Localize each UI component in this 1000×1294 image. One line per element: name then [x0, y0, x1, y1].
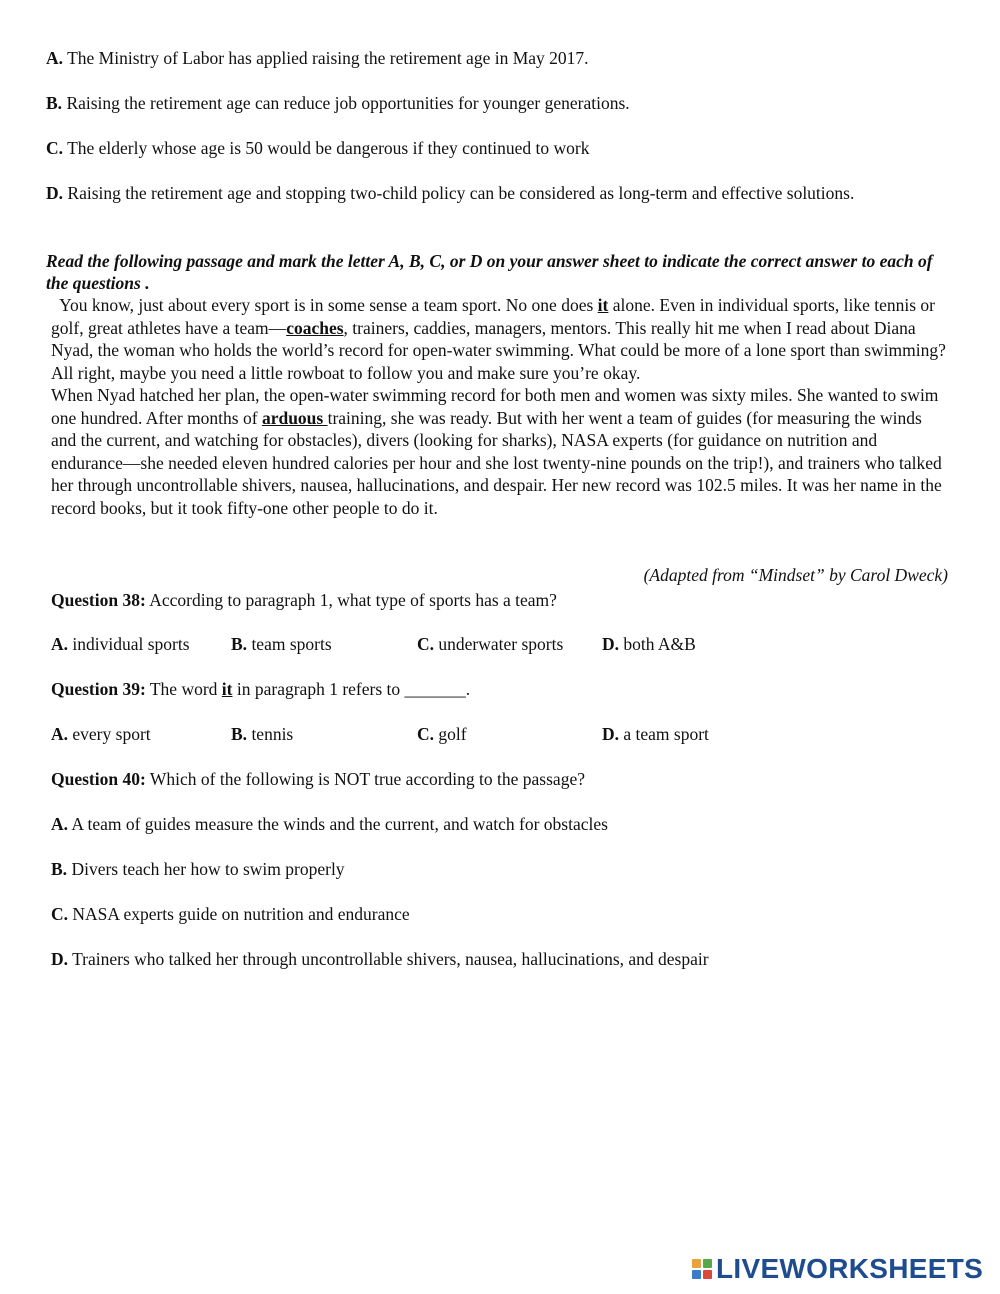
highlight-word-coaches: coaches: [286, 317, 344, 338]
q39-option-c[interactable]: C. golf: [417, 724, 467, 744]
prev-option-a: A. The Ministry of Labor has applied raising the retirement age in May 2017.: [46, 48, 589, 68]
liveworksheets-logo: [692, 1254, 983, 1284]
prev-option-d: D. Raising the retirement age and stopping two-child policy can be considered as long-term and effective solutions.: [46, 183, 855, 203]
passage-source: (Adapted from “Mindset” by Carol Dweck): [643, 565, 948, 585]
q40-option-b[interactable]: B. Divers teach her how to swim properly: [51, 859, 345, 879]
logo-tile: [703, 1270, 712, 1279]
reading-instruction: Read the following passage and mark the letter A, B, C, or D on your answer sheet to indicate the correct answer to each of the questions .: [46, 251, 933, 293]
highlight-word-it: it: [597, 295, 609, 315]
q39-option-b[interactable]: B. tennis: [231, 724, 294, 744]
q38-option-c[interactable]: C. underwater sports: [417, 634, 564, 654]
prev-option-b: B. Raising the retirement age can reduce job opportunities for younger generations.: [46, 93, 630, 113]
logo-text: LIVEWORKSHEETS: [716, 1253, 984, 1284]
q40-option-a[interactable]: A. A team of guides measure the winds and the current, and watch for obstacles: [51, 814, 608, 834]
logo-tile: [692, 1259, 701, 1268]
reading-passage: [51, 294, 951, 519]
q40-option-c[interactable]: C. NASA experts guide on nutrition and endurance: [51, 904, 410, 924]
passage-paragraph-1: You know, just about every sport is in some sense a team sport. No one does it alone. Even in individual sports, like tennis or golf, great athletes have a team—coaches, trainers, caddies, managers, mentors. This really hit me when I read about Diana Nyad, the woman who holds the world’s record for open-water swimming. What could be more of a lone sport than swimming? All right, maybe you need a little rowboat to follow you and make sure you’re okay.: [51, 295, 946, 383]
q38-option-d[interactable]: D. both A&B: [602, 634, 696, 654]
prev-option-c: C. The elderly whose age is 50 would be dangerous if they continued to work: [46, 138, 590, 158]
logo-tile: [703, 1259, 712, 1268]
question-40: Question 40: Which of the following is NOT true according to the passage?: [51, 769, 585, 789]
question-38: Question 38: According to paragraph 1, what type of sports has a team?: [51, 590, 557, 610]
q39-word-it: it: [221, 679, 233, 699]
q38-option-a[interactable]: A. individual sports: [51, 634, 190, 654]
highlight-word-arduous: arduous: [261, 407, 328, 428]
logo-tiles-icon: [692, 1259, 712, 1279]
passage-paragraph-2: When Nyad hatched her plan, the open-water swimming record for both men and women was sixty miles. She wanted to swim one hundred. After months of arduous training, she was ready. But with her went a team of guides (for measuring the winds and the current, and watching for obstacles), divers (looking for sharks), NASA experts (for guidance on nutrition and endurance—she needed eleven hundred calories per hour and she lost twenty-nine pounds on the trip!), and trainers who talked her through uncontrollable shivers, nausea, hallucinations, and despair. Her new record was 102.5 miles. It was her name in the record books, but it took fifty-one other people to do it.: [51, 385, 942, 518]
q38-option-b[interactable]: B. team sports: [231, 634, 332, 654]
question-39: Question 39: The word it in paragraph 1 refers to _______.: [51, 679, 471, 699]
logo-tile: [692, 1270, 701, 1279]
q39-option-a[interactable]: A. every sport: [51, 724, 151, 744]
q39-option-d[interactable]: D. a team sport: [602, 724, 709, 744]
q40-option-d[interactable]: D. Trainers who talked her through uncontrollable shivers, nausea, hallucinations, and despair: [51, 949, 709, 969]
